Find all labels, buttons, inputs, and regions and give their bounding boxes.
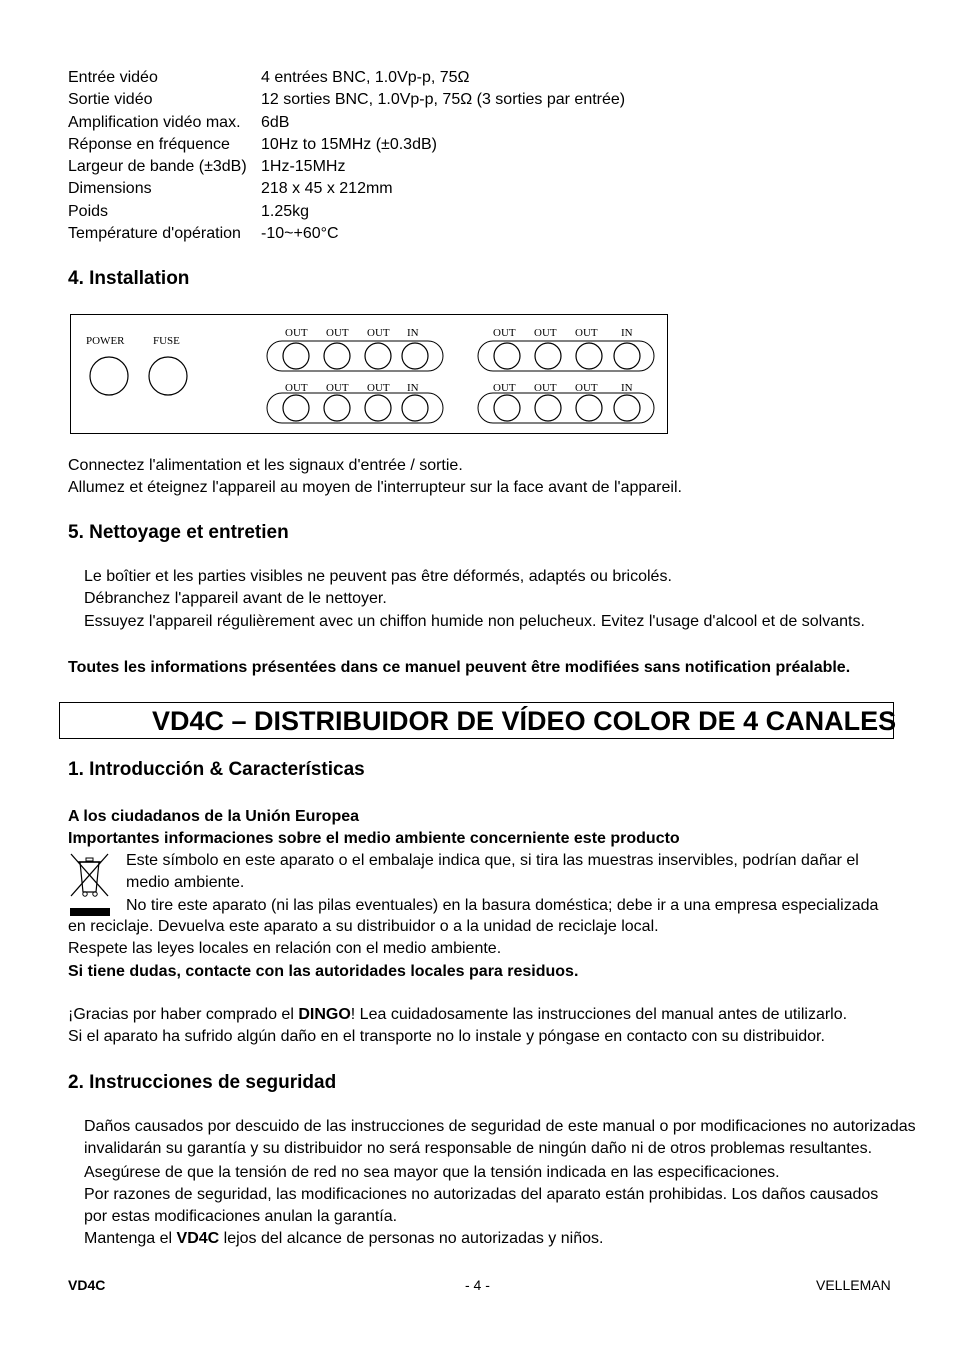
bnc-out-icon xyxy=(576,343,602,369)
text-line: Connectez l'alimentation et les signaux d'entrée / sortie. xyxy=(68,457,463,474)
footer-brand: VELLEMAN xyxy=(816,1277,891,1293)
bnc-group-outline xyxy=(267,341,443,371)
out-label: OUT xyxy=(534,327,557,339)
section-heading-safety: 2. Instrucciones de seguridad xyxy=(68,1072,337,1093)
bnc-out-icon xyxy=(576,395,602,421)
text-line: Débranchez l'appareil avant de le nettoyer. xyxy=(84,590,387,608)
spec-label: Amplification vidéo max. xyxy=(68,113,241,131)
spec-value: 12 sorties BNC, 1.0Vp-p, 75Ω (3 sorties par entrée) xyxy=(261,91,626,109)
bnc-out-icon xyxy=(283,395,309,421)
spec-row xyxy=(68,201,625,223)
safety-text xyxy=(84,1116,916,1251)
weee-bin-icon xyxy=(68,852,114,918)
out-label: OUT xyxy=(285,382,308,394)
text-line: Allumez et éteignez l'appareil au moyen de l'interrupteur sur la face avant de l'appareil. xyxy=(68,479,682,497)
fuse-label: FUSE xyxy=(153,335,180,347)
text-line: Le boîtier et les parties visibles ne peuvent pas être déformés, adaptés ou bricolés. xyxy=(84,568,672,585)
bnc-group xyxy=(267,382,443,423)
weee-text xyxy=(68,916,659,983)
installation-text xyxy=(68,455,682,500)
notice-text: Toutes les informations présentées dans ce manuel peuvent être modifiées sans notification préalable. xyxy=(68,659,851,676)
eu-subheading: Importantes informaciones sobre el medio ambiente concerniente este producto xyxy=(68,830,680,847)
text-line: Respete las leyes locales en relación con el medio ambiente. xyxy=(68,940,502,958)
safety-pre: Mantenga el xyxy=(84,1230,177,1248)
bnc-out-icon xyxy=(535,343,561,369)
out-label: OUT xyxy=(326,327,349,339)
safety-post: lejos del alcance de personas no autorizadas y niños. xyxy=(219,1230,604,1248)
spec-value: 1Hz-15MHz xyxy=(261,158,346,176)
bnc-in-icon xyxy=(614,343,640,369)
bnc-out-icon xyxy=(324,343,350,369)
text-line: No tire este aparato (ni las pilas eventuales) en la basura doméstica; debe ir a una empresa especializada xyxy=(126,896,879,914)
text-line: medio ambiente. xyxy=(126,874,245,892)
spec-value: 6dB xyxy=(261,113,290,131)
front-panel-diagram xyxy=(70,314,668,434)
spec-label: Réponse en fréquence xyxy=(68,135,230,153)
spec-value: -10~+60°C xyxy=(261,225,339,243)
power-switch-icon xyxy=(90,357,128,395)
footer-page-number: - 4 - xyxy=(465,1277,490,1293)
spec-label: Dimensions xyxy=(68,180,152,198)
bnc-group xyxy=(478,382,654,423)
eu-heading: A los ciudadanos de la Unión Europea xyxy=(68,808,360,825)
thanks-pre: ¡Gracias por haber comprado el xyxy=(68,1006,299,1023)
text-line: Si el aparato ha sufrido algún daño en el transporte no lo instale y póngase en contacto con su distribuidor. xyxy=(68,1028,825,1046)
spec-row xyxy=(68,223,625,245)
bnc-out-icon xyxy=(494,343,520,369)
bnc-group xyxy=(478,327,654,371)
bnc-group xyxy=(267,327,443,371)
text-line xyxy=(84,1228,916,1250)
spec-label: Température d'opération xyxy=(68,225,241,243)
thanks-post: ! Lea cuidadosamente las instrucciones del manual antes de utilizarlo. xyxy=(350,1006,848,1023)
out-label: OUT xyxy=(367,327,390,339)
bnc-out-icon xyxy=(283,343,309,369)
text-line xyxy=(68,1004,847,1026)
bnc-out-icon xyxy=(365,343,391,369)
product-title: VD4C – DISTRIBUIDOR DE VÍDEO COLOR DE 4 CANALES xyxy=(152,706,897,736)
in-label: IN xyxy=(621,327,633,339)
spec-value: 218 x 45 x 212mm xyxy=(261,180,393,198)
out-label: OUT xyxy=(326,382,349,394)
text-line: por estas modificaciones anulan la garantía. xyxy=(84,1208,398,1226)
text-line: en reciclaje. Devuelva este aparato a su distribuidor o a la unidad de reciclaje local. xyxy=(68,918,659,935)
bnc-in-icon xyxy=(402,395,428,421)
bnc-out-icon xyxy=(365,395,391,421)
spec-row xyxy=(68,112,625,134)
spec-label: Largeur de bande (±3dB) xyxy=(68,158,247,176)
spec-row xyxy=(68,67,625,89)
out-label: OUT xyxy=(367,382,390,394)
cleaning-text xyxy=(84,566,865,633)
spec-row xyxy=(68,178,625,200)
out-label: OUT xyxy=(493,382,516,394)
bnc-in-icon xyxy=(402,343,428,369)
out-label: OUT xyxy=(493,327,516,339)
in-label: IN xyxy=(407,327,419,339)
bnc-out-icon xyxy=(494,395,520,421)
text-line: invalidarán su garantía y su distribuidor no será responsable de ningún daño ni de otros problemas resultantes. xyxy=(84,1140,873,1158)
spec-value: 1.25kg xyxy=(261,202,310,220)
out-label: OUT xyxy=(534,382,557,394)
spec-value: 10Hz to 15MHz (±0.3dB) xyxy=(261,135,437,153)
footer-model: VD4C xyxy=(68,1277,106,1293)
weee-text-indented xyxy=(126,850,878,917)
section-heading-intro: 1. Introducción & Características xyxy=(68,759,365,780)
fuse-holder-icon xyxy=(149,357,187,395)
model-name: VD4C xyxy=(176,1230,220,1248)
section-heading-cleaning: 5. Nettoyage et entretien xyxy=(68,522,289,543)
out-label: OUT xyxy=(575,327,598,339)
spec-row xyxy=(68,156,625,178)
spec-table xyxy=(68,67,625,245)
power-label: POWER xyxy=(86,335,125,347)
bnc-in-icon xyxy=(614,395,640,421)
text-line: Este símbolo en este aparato o el embalaje indica que, si tira las muestras inservibles, podrían dañar el xyxy=(126,852,859,869)
section-heading-installation: 4. Installation xyxy=(68,268,190,289)
in-label: IN xyxy=(407,382,419,394)
out-label: OUT xyxy=(285,327,308,339)
text-line: Essuyez l'appareil régulièrement avec un chiffon humide non pelucheux. Evitez l'usage d'alcool et de solvants. xyxy=(84,612,865,630)
text-line: Asegúrese de que la tensión de red no sea mayor que la tensión indicada en las especificaciones. xyxy=(84,1163,780,1181)
text-line: Daños causados por descuido de las instrucciones de seguridad de este manual o por modificaciones no autorizadas xyxy=(84,1118,916,1135)
spec-value: 4 entrées BNC, 1.0Vp-p, 75Ω xyxy=(261,69,470,86)
thanks-text xyxy=(68,1004,847,1049)
spec-label: Entrée vidéo xyxy=(68,69,158,86)
spec-row xyxy=(68,134,625,156)
bnc-out-icon xyxy=(535,395,561,421)
spec-label: Sortie vidéo xyxy=(68,91,153,109)
product-title-banner xyxy=(59,702,897,739)
bnc-out-icon xyxy=(324,395,350,421)
in-label: IN xyxy=(621,382,633,394)
spec-row xyxy=(68,89,625,111)
text-line: Por razones de seguridad, las modificaciones no autorizadas del aparato están prohibidas. Los daños causados xyxy=(84,1185,879,1203)
text-line: Si tiene dudas, contacte con las autoridades locales para residuos. xyxy=(68,962,579,980)
brand-name: DINGO xyxy=(298,1006,351,1023)
out-label: OUT xyxy=(575,382,598,394)
spec-label: Poids xyxy=(68,202,109,220)
